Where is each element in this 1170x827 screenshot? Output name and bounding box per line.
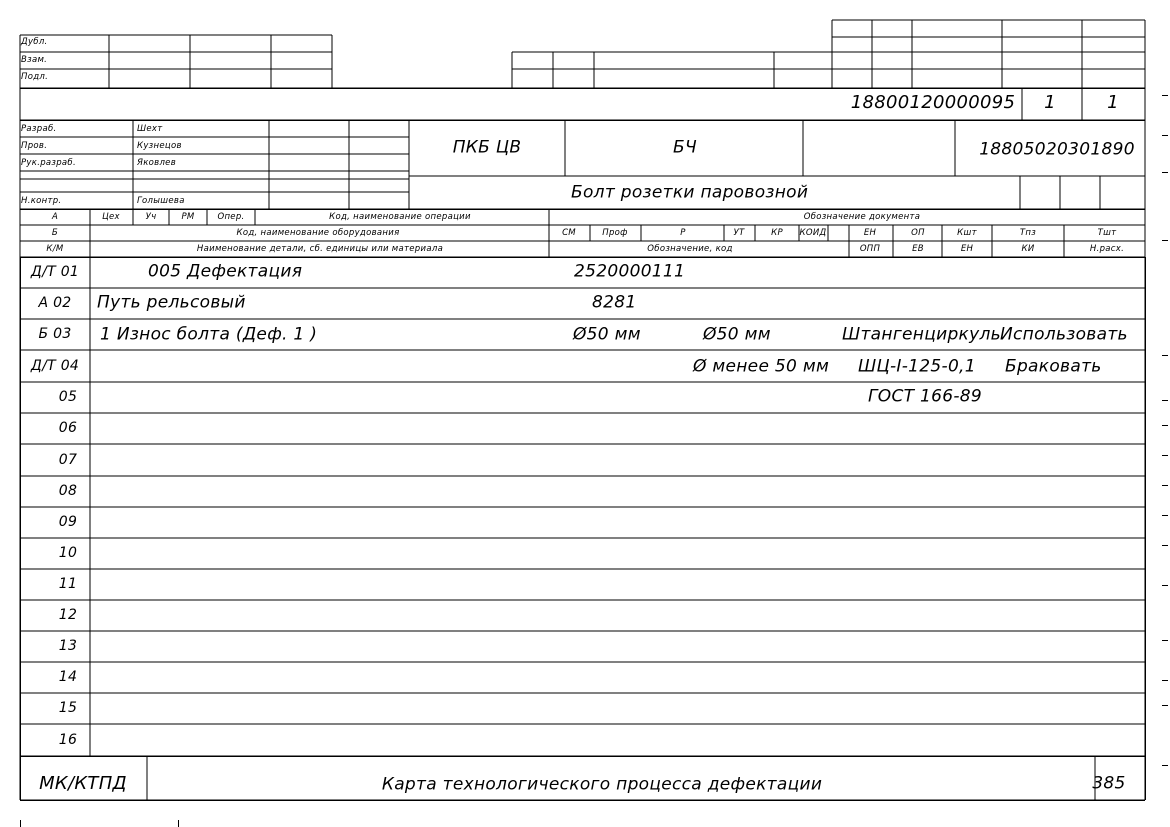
edge-mark — [1162, 240, 1168, 241]
row-number: 09 — [58, 514, 78, 530]
document-designation: 18805020301890 — [979, 139, 1135, 160]
edge-mark — [1162, 355, 1168, 356]
header-designation-code: Обозначение, код — [647, 243, 733, 254]
department: БЧ — [673, 137, 697, 158]
edge-mark — [1162, 425, 1168, 426]
header-item-name: Наименование детали, сб. единицы или материала — [196, 243, 444, 254]
row-number: 07 — [58, 452, 78, 468]
row-number: 11 — [58, 576, 78, 592]
header-rm: РМ — [181, 211, 195, 222]
row-number: 10 — [58, 545, 78, 561]
signature-name: Голышева — [137, 195, 185, 206]
form-code: МК/КТПД — [39, 773, 127, 794]
edge-mark — [1162, 455, 1168, 456]
organization: ПКБ ЦВ — [452, 137, 522, 158]
edge-mark — [1162, 172, 1168, 173]
header-document: Обозначение документа — [803, 211, 921, 222]
operation-code: 2520000111 — [574, 261, 686, 282]
edge-mark — [1162, 545, 1168, 546]
header-r: Р — [680, 227, 686, 238]
edge-mark — [20, 820, 21, 827]
decision-use: Использовать — [1000, 324, 1128, 345]
edge-mark — [1162, 515, 1168, 516]
header-kr: КР — [771, 227, 783, 238]
header-code-equipment: Код, наименование оборудования — [236, 227, 400, 238]
sheets-count: 1 — [1107, 92, 1119, 113]
tool-designation: ШЦ-I-125-0,1 — [858, 356, 976, 377]
edge-mark — [178, 820, 179, 827]
row-number: 16 — [58, 732, 78, 748]
header-ev: ЕВ — [912, 243, 924, 254]
header-en-2: ЕН — [960, 243, 974, 254]
page-number: 385 — [1092, 773, 1126, 794]
row-number: А 02 — [38, 295, 72, 311]
signature-role: Рук.разраб. — [21, 157, 76, 168]
signature-role: Пров. — [21, 140, 48, 151]
allowable-size: Ø50 мм — [703, 324, 771, 345]
part-name: Болт розетки паровозной — [571, 182, 809, 203]
header-ki: КИ — [1021, 243, 1035, 254]
control-tool: Штангенциркуль — [842, 324, 1001, 345]
header-a: А — [51, 211, 59, 222]
podl-label: Подл. — [21, 71, 49, 82]
sheet-number: 1 — [1044, 92, 1056, 113]
row-number: 13 — [58, 638, 78, 654]
operation-name: 005 Дефектация — [148, 261, 303, 282]
edge-mark — [1162, 95, 1168, 96]
signature-name: Шехт — [137, 123, 163, 134]
dubl-label: Дубл. — [21, 36, 48, 47]
row-number: 12 — [58, 607, 78, 623]
edge-mark — [1162, 585, 1168, 586]
signature-role: Разраб. — [21, 123, 57, 134]
header-code-operation: Код, наименование операции — [329, 211, 471, 222]
row-number: Д/Т 04 — [30, 358, 80, 374]
defect-name: 1 Износ болта (Деф. 1 ) — [100, 324, 318, 345]
row-number: Б 03 — [38, 326, 72, 342]
row-number: 14 — [58, 669, 78, 685]
edge-mark — [1162, 485, 1168, 486]
equipment-code: 8281 — [592, 292, 637, 313]
row-number: 08 — [58, 483, 78, 499]
signature-name: Яковлев — [137, 157, 177, 168]
header-sm: СМ — [562, 227, 576, 238]
edge-mark — [1162, 765, 1168, 766]
header-uch: Уч — [145, 211, 157, 222]
row-number: 06 — [58, 420, 78, 436]
row-number: 15 — [58, 700, 78, 716]
nominal-size: Ø50 мм — [573, 324, 641, 345]
header-en: ЕН — [863, 227, 877, 238]
header-n-rash: Н.расх. — [1089, 243, 1125, 254]
header-prof: Проф — [602, 227, 628, 238]
edge-mark — [1162, 705, 1168, 706]
decision-reject: Браковать — [1005, 356, 1102, 377]
header-opp: ОПП — [859, 243, 881, 254]
footer-title: Карта технологического процесса дефектации — [381, 774, 823, 795]
edge-mark — [1162, 400, 1168, 401]
header-koid: КОИД — [799, 227, 827, 238]
tool-standard: ГОСТ 166-89 — [868, 386, 983, 407]
signature-name: Кузнецов — [137, 140, 182, 151]
edge-mark — [1162, 640, 1168, 641]
row-number: 05 — [58, 389, 78, 405]
header-oper: Опер. — [217, 211, 245, 222]
equipment-name: Путь рельсовый — [97, 292, 246, 313]
vzam-label: Взам. — [21, 54, 48, 65]
edge-mark — [1162, 680, 1168, 681]
header-tsht: Тшт — [1097, 227, 1117, 238]
row-number: Д/Т 01 — [30, 264, 80, 280]
header-cex: Цех — [102, 211, 120, 222]
header-km: К/М — [46, 243, 64, 254]
header-tpz: Тпз — [1019, 227, 1037, 238]
edge-mark — [1162, 135, 1168, 136]
header-ut: УТ — [733, 227, 745, 238]
signature-role: Н.контр. — [21, 195, 62, 206]
header-ksht: Кшт — [957, 227, 977, 238]
reject-size: Ø менее 50 мм — [693, 356, 830, 377]
doc-number: 18800120000095 — [850, 92, 1016, 113]
header-b: Б — [51, 227, 59, 238]
header-op: ОП — [911, 227, 925, 238]
